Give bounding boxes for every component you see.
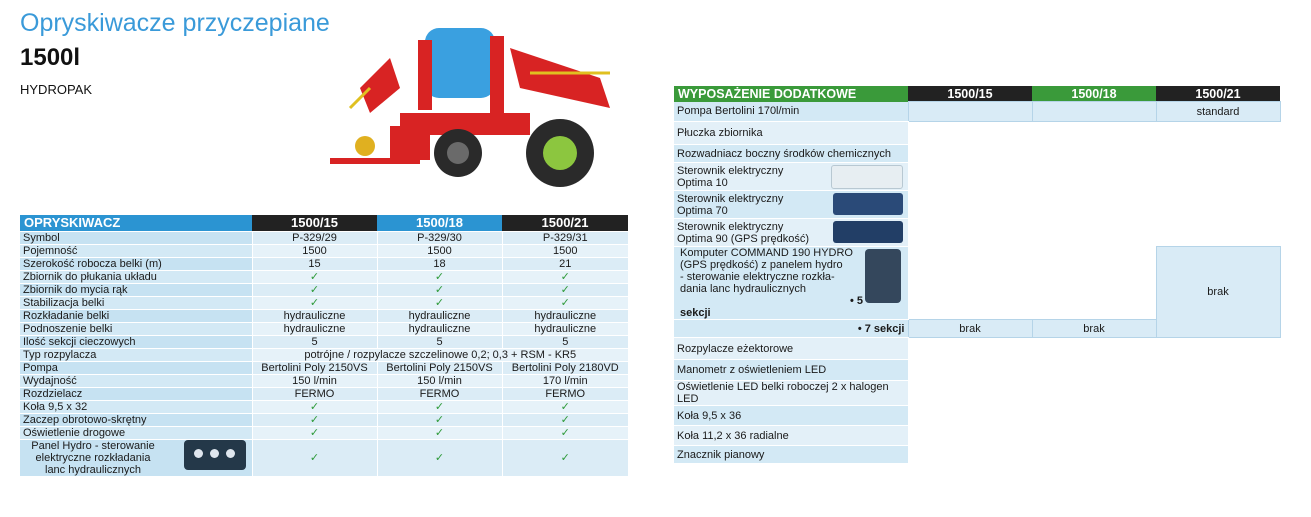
extras-header-1500-21: 1500/21 [1156, 86, 1280, 102]
command-line-1: Komputer COMMAND 190 HYDRO [680, 247, 853, 259]
row-label: Podnoszenie belki [20, 323, 252, 336]
optima90-image [833, 221, 903, 243]
extra-item-label: Oświetlenie LED belki roboczej 2 x halogen LED [674, 381, 908, 406]
row-label: Szerokość robocza belki (m) [20, 258, 252, 271]
optima70-label [674, 191, 908, 219]
pompa-1500-21: standard [1156, 102, 1280, 122]
optima90-label [674, 219, 908, 247]
command-7-sekcji-label [674, 320, 908, 338]
row-label: Zbiornik do mycia rąk [20, 284, 252, 297]
panel-hydro-line-1: Panel Hydro - sterowanie [31, 440, 155, 452]
table-row [20, 297, 628, 310]
table-row [674, 360, 1280, 381]
panel-hydro-line-3: lanc hydraulicznych [45, 464, 141, 476]
table-row [20, 362, 628, 375]
check-icon: ✓ [252, 427, 377, 440]
extra-item-label: Manometr z oświetleniem LED [674, 360, 908, 381]
extras-header-label: WYPOSAŻENIE DODATKOWE [674, 86, 908, 102]
table-row [20, 388, 628, 401]
table-row [20, 440, 628, 477]
extra-item-label: Rozpylacze eżektorowe [674, 338, 908, 360]
model-subtitle: HYDROPAK [20, 82, 92, 97]
row-label: Rozdzielacz [20, 388, 252, 401]
command-line-3: - sterowanie elektryczne rozkła- [680, 271, 835, 283]
optima10-image [831, 165, 903, 189]
specs-header-1500-18: 1500/18 [377, 215, 502, 232]
row-value: Bertolini Poly 2180VD [502, 362, 628, 375]
specs-header-row [20, 215, 628, 232]
table-row [674, 163, 1280, 191]
command-line-4: dania lanc hydraulicznych [680, 283, 806, 295]
rozwadniacz-label: Rozwadniacz boczny środków chemicznych [674, 145, 908, 163]
table-row [674, 338, 1280, 360]
check-icon: ✓ [502, 440, 628, 477]
panel-hydro-label [20, 440, 252, 477]
extras-header-1500-15: 1500/15 [908, 86, 1032, 102]
command-line-2: (GPS prędkość) z panelem hydro [680, 259, 843, 271]
check-icon: ✓ [502, 414, 628, 427]
table-row [20, 271, 628, 284]
command-5-sekcji: • 5 sekcji [680, 295, 864, 319]
check-icon: ✓ [252, 414, 377, 427]
row-value: Bertolini Poly 2150VS [377, 362, 502, 375]
row-label: Rozkładanie belki [20, 310, 252, 323]
table-row [20, 414, 628, 427]
check-icon: ✓ [377, 414, 502, 427]
optima70-line-2: Optima 70 [677, 204, 728, 217]
row-label: Wydajność [20, 375, 252, 388]
row-label: Pompa [20, 362, 252, 375]
row-value: hydrauliczne [502, 323, 628, 336]
table-row [20, 427, 628, 440]
pluczka-label: Płuczka zbiornika [674, 122, 908, 145]
command-computer-image [865, 249, 901, 303]
specs-header-1500-15: 1500/15 [252, 215, 377, 232]
row-label: Stabilizacja belki [20, 297, 252, 310]
check-icon: ✓ [502, 284, 628, 297]
table-row [674, 381, 1280, 406]
table-row [20, 375, 628, 388]
check-icon: ✓ [252, 297, 377, 310]
row-value: P-329/29 [252, 232, 377, 245]
table-row [20, 284, 628, 297]
command-1500-18: brak [1032, 320, 1156, 338]
extra-item-label: Znacznik pianowy [674, 446, 908, 464]
command-1500-15: brak [908, 320, 1032, 338]
extras-header-row [674, 86, 1280, 102]
table-row [20, 245, 628, 258]
row-label: Pojemność [20, 245, 252, 258]
row-value: Bertolini Poly 2150VS [252, 362, 377, 375]
command-label [674, 247, 908, 320]
row-value: 1500 [502, 245, 628, 258]
row-value: 5 [252, 336, 377, 349]
page-title: Opryskiwacze przyczepiane [20, 9, 330, 37]
table-row [674, 191, 1280, 219]
row-value: P-329/30 [377, 232, 502, 245]
row-value-span: potrójne / rozpylacze szczelinowe 0,2; 0,3 + RSM - KR5 [252, 349, 628, 362]
check-icon: ✓ [252, 440, 377, 477]
row-value: 1500 [377, 245, 502, 258]
specs-header-1500-21: 1500/21 [502, 215, 628, 232]
extras-header-1500-18: 1500/18 [1032, 86, 1156, 102]
optima70-image [833, 193, 903, 215]
row-value: 170 l/min [502, 375, 628, 388]
row-value: 15 [252, 258, 377, 271]
row-label: Oświetlenie drogowe [20, 427, 252, 440]
sprayer-image [330, 18, 630, 198]
check-icon: ✓ [377, 284, 502, 297]
pompa-label: Pompa Bertolini 170l/min [674, 102, 908, 122]
table-row [674, 145, 1280, 163]
table-row [20, 258, 628, 271]
check-icon: ✓ [502, 401, 628, 414]
check-icon: ✓ [502, 297, 628, 310]
row-label: Koła 9,5 x 32 [20, 401, 252, 414]
specs-header-label: OPRYSKIWACZ [20, 215, 252, 232]
check-icon: ✓ [252, 284, 377, 297]
pompa-1500-15 [908, 102, 1032, 122]
row-value: 5 [502, 336, 628, 349]
table-row [20, 232, 628, 245]
optima10-label [674, 163, 908, 191]
row-value: 150 l/min [252, 375, 377, 388]
table-row [674, 219, 1280, 247]
row-value: hydrauliczne [252, 310, 377, 323]
row-value: P-329/31 [502, 232, 628, 245]
extra-item-label: Koła 9,5 x 36 [674, 406, 908, 426]
command-1500-21: brak [1156, 247, 1280, 338]
table-row [20, 336, 628, 349]
table-row [674, 426, 1280, 446]
row-value: 18 [377, 258, 502, 271]
command-7-sekcji: • 7 sekcji [857, 322, 905, 335]
check-icon: ✓ [502, 427, 628, 440]
table-row [20, 323, 628, 336]
optima10-line-2: Optima 10 [677, 176, 728, 189]
row-value: hydrauliczne [377, 310, 502, 323]
row-value: 1500 [252, 245, 377, 258]
row-value: hydrauliczne [377, 323, 502, 336]
table-row [674, 446, 1280, 464]
panel-hydro-line-2: elektryczne rozkładania [35, 452, 151, 464]
optima90-line-2: Optima 90 (GPS prędkość) [677, 232, 810, 245]
check-icon: ✓ [377, 401, 502, 414]
check-icon: ✓ [377, 440, 502, 477]
row-value: FERMO [252, 388, 377, 401]
optima10-line-1: Sterownik elektryczny [677, 164, 784, 177]
row-label: Typ rozpylacza [20, 349, 252, 362]
optima70-line-1: Sterownik elektryczny [677, 192, 784, 205]
optima90-line-1: Sterownik elektryczny [677, 220, 784, 233]
row-label: Symbol [20, 232, 252, 245]
specs-table [20, 215, 628, 477]
table-row [674, 406, 1280, 426]
row-value: 5 [377, 336, 502, 349]
table-row [20, 349, 628, 362]
row-value: hydrauliczne [252, 323, 377, 336]
row-label: Ilość sekcji cieczowych [20, 336, 252, 349]
row-label: Zbiornik do płukania układu [20, 271, 252, 284]
table-row [674, 102, 1280, 122]
row-value: FERMO [377, 388, 502, 401]
row-value: hydrauliczne [502, 310, 628, 323]
table-row [674, 122, 1280, 145]
check-icon: ✓ [252, 271, 377, 284]
check-icon: ✓ [377, 427, 502, 440]
table-row [20, 401, 628, 414]
row-value: 150 l/min [377, 375, 502, 388]
check-icon: ✓ [252, 401, 377, 414]
table-row [20, 310, 628, 323]
table-row [674, 247, 1280, 320]
pompa-1500-18 [1032, 102, 1156, 122]
row-value: FERMO [502, 388, 628, 401]
row-value: 21 [502, 258, 628, 271]
row-label: Zaczep obrotowo-skrętny [20, 414, 252, 427]
check-icon: ✓ [377, 271, 502, 284]
check-icon: ✓ [502, 271, 628, 284]
check-icon: ✓ [377, 297, 502, 310]
panel-hydro-image [184, 440, 246, 470]
extras-table [674, 86, 1281, 464]
model-heading: 1500l [20, 44, 81, 71]
extra-item-label: Koła 11,2 x 36 radialne [674, 426, 908, 446]
